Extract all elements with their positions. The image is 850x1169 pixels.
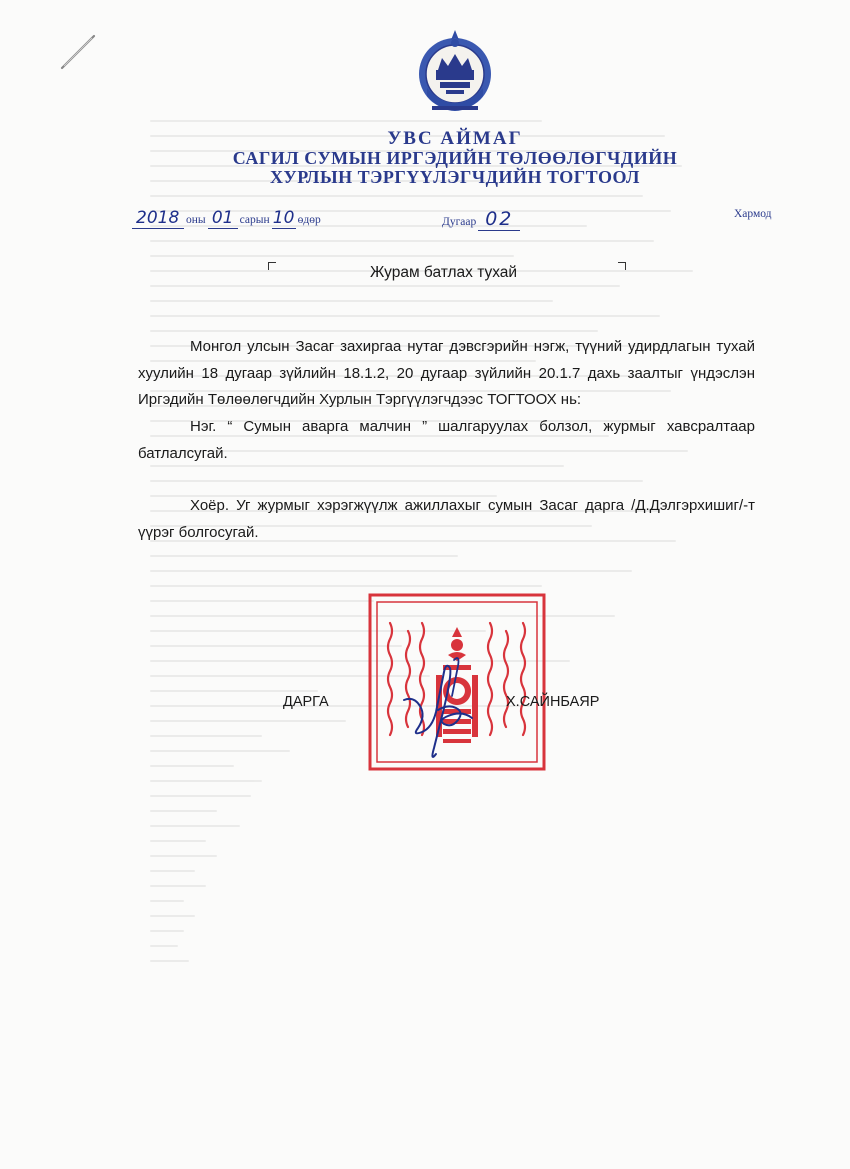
date-field xyxy=(132,208,323,229)
place-label: Хармод xyxy=(734,208,772,220)
bleed-through-texture xyxy=(150,120,710,1000)
staple-pin-icon xyxy=(58,32,98,72)
header-council: САГИЛ СУМЫН ИРГЭДИЙН ТӨЛӨӨЛӨГЧДИЙН xyxy=(232,148,678,168)
number-value: 02 xyxy=(478,208,520,231)
number-label: Дугаар xyxy=(442,216,477,228)
header-title: ХУРЛЫН ТЭРГҮҮЛЭГЧДИЙН ТОГТООЛ xyxy=(270,167,640,187)
body-paragraph-2: Нэг. “ Сумын аварга малчин ” шалгаруулах болзол, журмыг хавсралтаар батлалсугай. xyxy=(138,418,755,462)
header-aimag: УВС АЙМАГ xyxy=(387,128,523,149)
state-emblem-icon xyxy=(412,26,498,126)
subject-title: Журам батлах тухай xyxy=(370,264,518,281)
signer-title: ДАРГА xyxy=(283,694,329,710)
handwritten-signature xyxy=(398,640,488,760)
month-label: сарын xyxy=(239,214,270,226)
year-label: оны xyxy=(186,214,206,226)
body-paragraph-1: Монгол улсын Засаг захиргаа нутаг дэвсгэрийн нэгж, түүний удирдлагын тухай хуулийн 18 дугаар зүйлийн 18.1.2, 20 дугаар зүйлийн 20.1.7 дахь заалтыг үндэслэн Иргэдийн Төлөөлөгчдийн Хурлын Тэргүүлэгчдээс ТОГТООХ нь: xyxy=(138,338,755,408)
signer-name: Х.САЙНБАЯР xyxy=(506,694,600,710)
date-month: 01 xyxy=(208,208,238,229)
date-day: 10 xyxy=(272,208,295,228)
subject-bracket-left xyxy=(268,262,276,270)
day-label: өдөр xyxy=(297,214,321,226)
subject-bracket-right xyxy=(618,262,626,270)
body-paragraph-3: Хоёр. Уг журмыг хэрэгжүүлж ажиллахыг сумын Засаг дарга /Д.Дэлгэрхишиг/-т үүрэг болгосугай. xyxy=(138,497,755,541)
date-year: 2018 xyxy=(132,208,184,229)
document-number xyxy=(440,208,520,231)
